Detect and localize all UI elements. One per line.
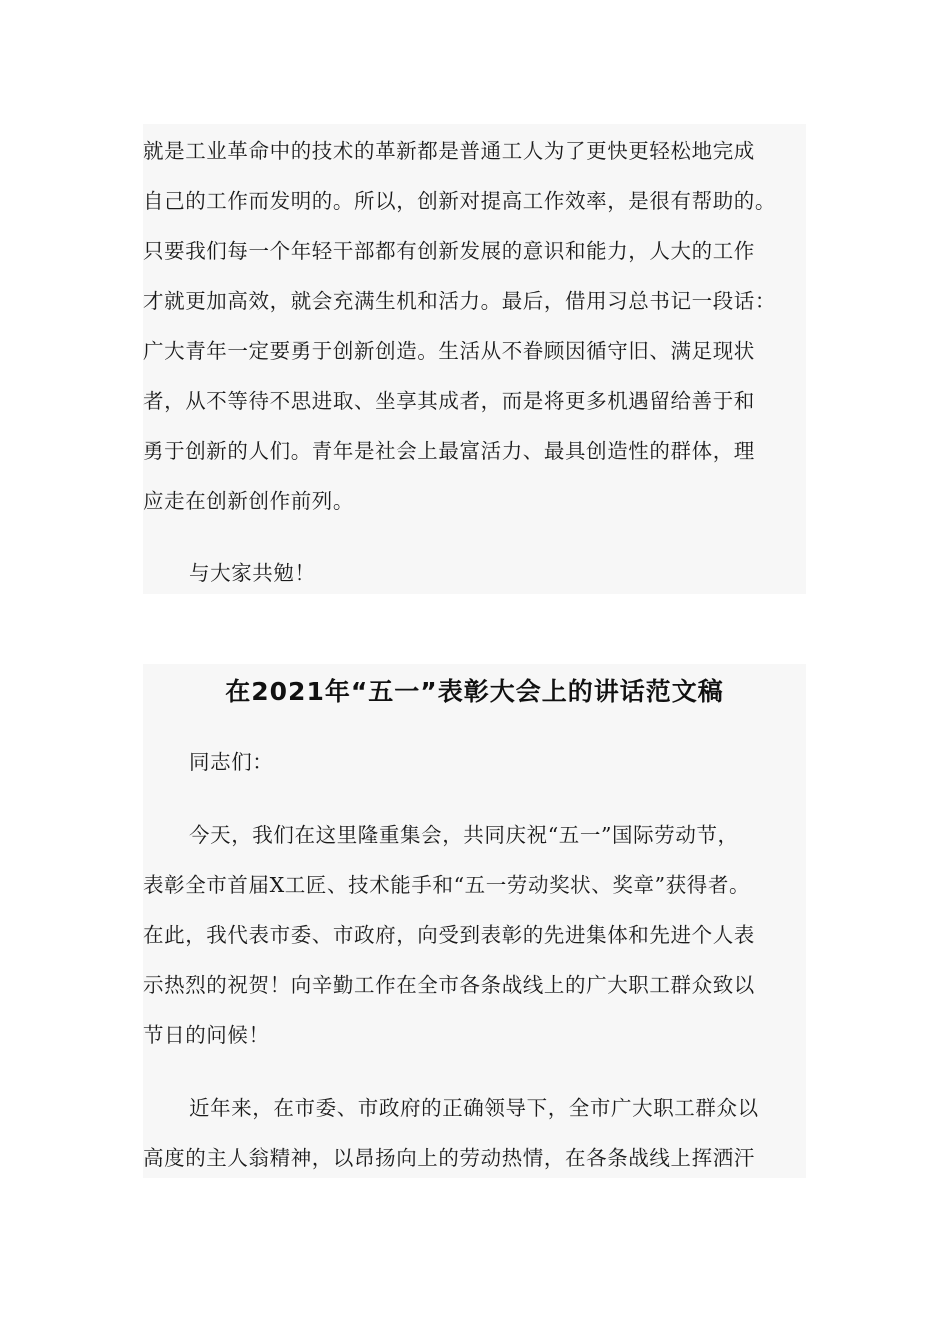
greeting-line: 同志们：: [189, 750, 274, 774]
text-line: 自己的工作而发明的。所以，创新对提高工作效率，是很有帮助的。: [143, 189, 776, 213]
text-line: 只要我们每一个年轻干部都有创新发展的意识和能力，人大的工作: [143, 239, 755, 263]
text-line: 就是工业革命中的技术的革新都是普通工人为了更快更轻松地完成: [143, 139, 755, 163]
text-line: 勇于创新的人们。青年是社会上最富活力、最具创造性的群体，理: [143, 439, 755, 463]
text-line: 示热烈的祝贺！向辛勤工作在全市各条战线上的广大职工群众致以: [143, 973, 755, 997]
text-line: 近年来，在市委、市政府的正确领导下，全市广大职工群众以: [189, 1096, 759, 1120]
text-line: 表彰全市首届X工匠、技术能手和“五一劳动奖状、奖章”获得者。: [143, 873, 751, 897]
speech-excerpt-block: [143, 124, 806, 594]
text-line: 今天，我们在这里隆重集会，共同庆祝“五一”国际劳动节，: [189, 823, 739, 847]
text-line: 在此，我代表市委、市政府，向受到表彰的先进集体和先进个人表: [143, 923, 755, 947]
text-line: 应走在创新创作前列。: [143, 489, 354, 513]
text-line: 才就更加高效，就会充满生机和活力。最后，借用习总书记一段话：: [143, 289, 776, 313]
text-line: 广大青年一定要勇于创新创造。生活从不眷顾因循守旧、满足现状: [143, 339, 755, 363]
speech-document-block: [143, 664, 806, 1178]
closing-line: 与大家共勉！: [189, 561, 316, 585]
text-line: 者，从不等待不思进取、坐享其成者，而是将更多机遇留给善于和: [143, 389, 755, 413]
document-title: 在2021年“五一”表彰大会上的讲话范文稿: [225, 677, 724, 706]
text-line: 节日的问候！: [143, 1023, 270, 1047]
text-line: 高度的主人翁精神，以昂扬向上的劳动热情，在各条战线上挥洒汗: [143, 1146, 755, 1170]
